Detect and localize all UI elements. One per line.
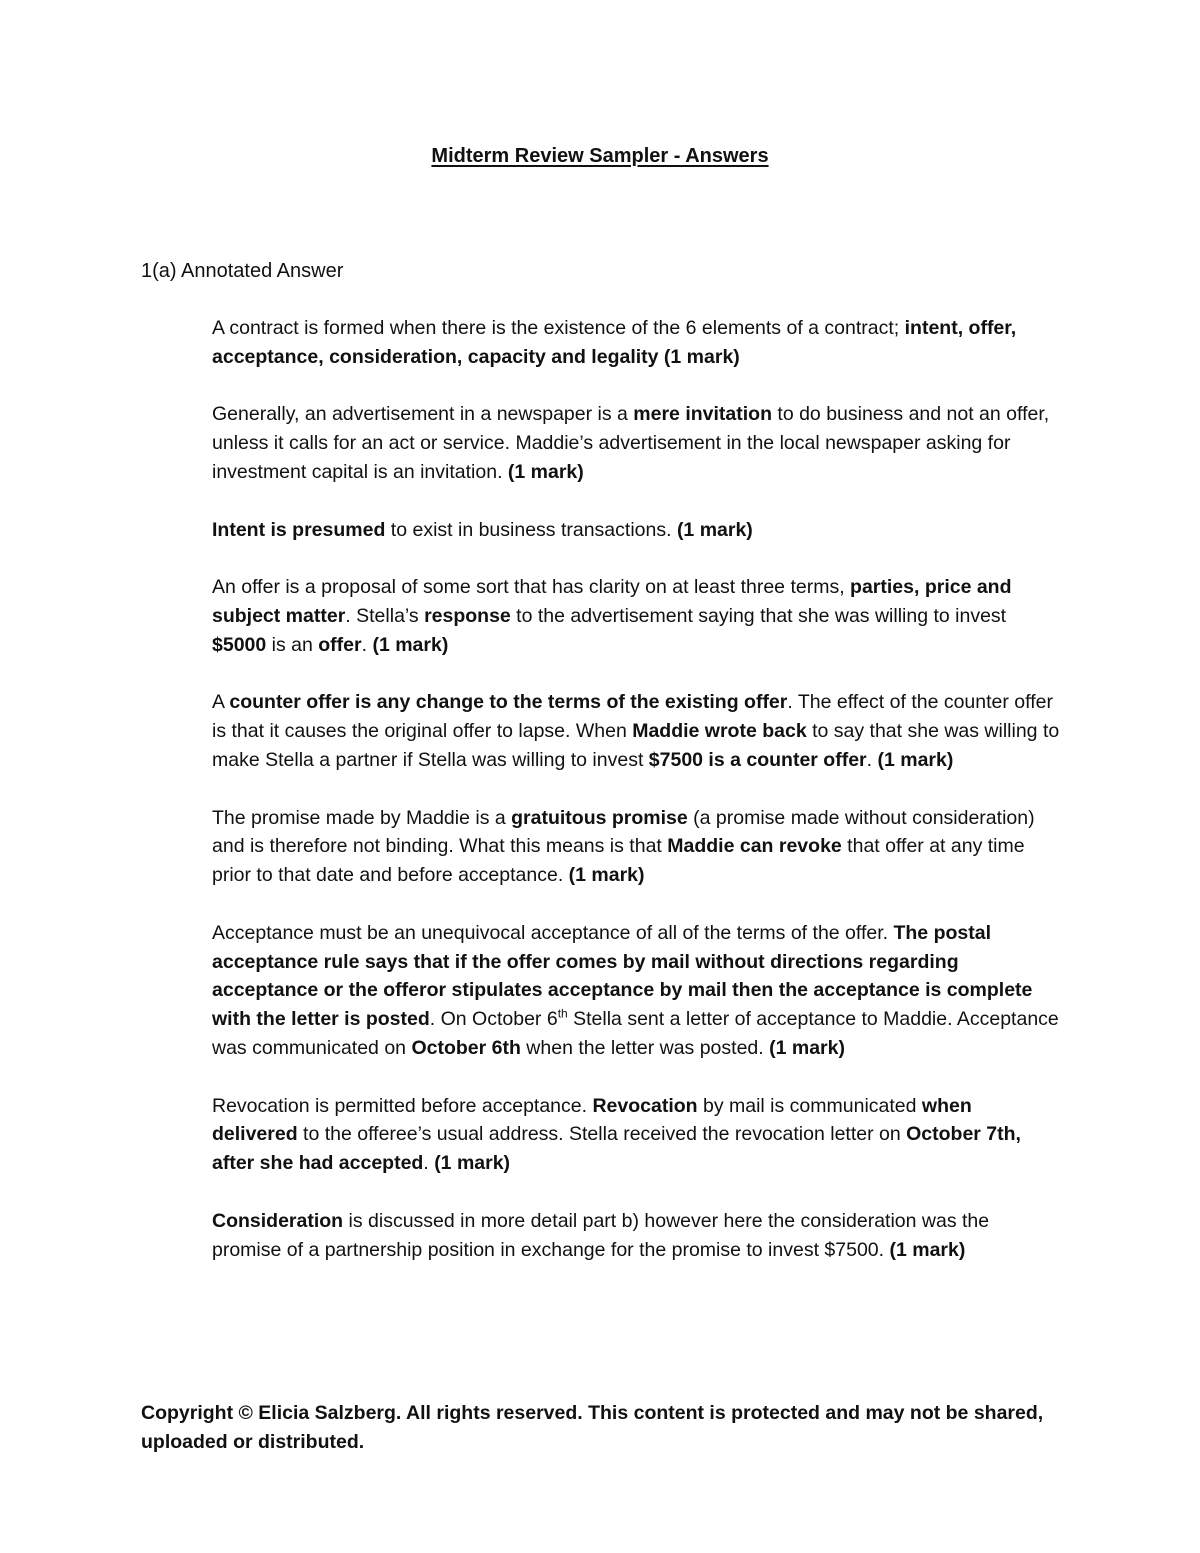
bold-text-run: (1 mark) [434, 1152, 511, 1175]
answer-paragraph [212, 573, 1062, 659]
bold-text-run: mere invitation [633, 403, 772, 426]
answer-paragraph [212, 1092, 1062, 1178]
bold-text-run: response [424, 604, 511, 627]
bold-text-run: October 6th [411, 1036, 521, 1059]
answer-paragraph [212, 1207, 1062, 1265]
bold-text-run: parties, price and subject matter [212, 576, 1012, 627]
text-run: to exist in business transactions. [385, 518, 677, 541]
answer-body [212, 314, 1062, 1293]
answer-paragraph [212, 516, 1062, 545]
text-run: . [361, 633, 373, 656]
text-run: to say that she was willing to make Stella a partner if Stella was willing to invest [212, 720, 1060, 771]
answer-paragraph [212, 688, 1062, 774]
answer-paragraph [212, 919, 1062, 1063]
bold-text-run: when delivered [212, 1094, 972, 1146]
bold-text-run: Consideration [212, 1209, 344, 1232]
text-run: Acceptance must be an unequivocal acceptance of all of the terms of the offer. [212, 921, 894, 944]
text-run: A [212, 691, 230, 714]
bold-text-run: Revocation [592, 1094, 698, 1117]
section-heading: 1(a) Annotated Answer [141, 260, 344, 282]
text-run: An offer is a proposal of some sort that has clarity on at least three terms, [212, 576, 851, 599]
text-run: (a promise made without consideration) and is therefore not binding. What this means is that [212, 806, 1035, 858]
bold-text-run: offer [318, 633, 362, 656]
bold-text-run: (1 mark) [372, 633, 449, 656]
document-title: Midterm Review Sampler - Answers [431, 145, 769, 167]
bold-text-run: counter offer is any change to the terms of the existing offer [229, 691, 788, 714]
answer-paragraph [212, 400, 1062, 486]
text-run: A contract is formed when there is the existence of the 6 elements of a contract; [212, 317, 905, 339]
text-run: that offer at any time prior to that date and before acceptance. [212, 835, 1025, 887]
text-run: Revocation is permitted before acceptance. [212, 1094, 593, 1117]
text-run: is an [266, 633, 319, 656]
text-run: The promise made by Maddie is a [212, 806, 512, 829]
bold-text-run: (1 mark) [877, 748, 954, 771]
bold-text-run: (1 mark) [889, 1238, 966, 1261]
text-run: Stella sent a letter of acceptance to Maddie. Acceptance was communicated on [212, 1008, 1059, 1059]
text-run: to the offeree’s usual address. Stella received the revocation letter on [297, 1123, 907, 1146]
text-run: is discussed in more detail part b) however here the consideration was the promise of a partnership position in exchange for the promise to invest $7500. [212, 1209, 990, 1261]
bold-text-run: (1 mark) [676, 518, 753, 541]
text-run: when the letter was posted. [520, 1036, 770, 1059]
text-run: . On October 6 [429, 1008, 558, 1031]
bold-text-run: The postal acceptance rule says that if the offer comes by mail without directions regarding acceptance or the offeror stipulates acceptance by mail then the acceptance is complete with the letter is posted [212, 921, 1033, 1031]
text-run: . Stella’s [345, 604, 425, 627]
text-run: to do business and not an offer, unless it calls for an act or service. Maddie’s advertisement in the local newspaper asking for investment capital is an invitation. [212, 403, 1050, 483]
answer-paragraph [212, 314, 1062, 372]
bold-text-run: Maddie wrote back [632, 720, 807, 743]
copyright-notice: Copyright © Elicia Salzberg. All rights reserved. This content is protected and may not be shared, uploaded or distributed. [141, 1402, 1044, 1453]
bold-text-run: (1 mark) [769, 1036, 845, 1059]
text-run: . The effect of the counter offer is that it causes the original offer to lapse. When [212, 691, 1053, 743]
bold-text-run: $5000 [212, 633, 267, 656]
bold-text-run: gratuitous promise [511, 806, 688, 829]
text-run: . [866, 748, 878, 771]
bold-text-run: October 7th, after she had accepted [212, 1123, 1021, 1175]
text-run: th [557, 1006, 568, 1021]
bold-text-run: $7500 is a counter offer [648, 748, 867, 771]
answer-paragraph [212, 804, 1062, 890]
text-run: . [423, 1152, 435, 1175]
bold-text-run: intent, offer, acceptance, consideration, capacity and legality (1 mark) [212, 317, 1017, 368]
text-run: to the advertisement saying that she was willing to invest [510, 604, 1007, 627]
text-run: Generally, an advertisement in a newspaper is a [212, 403, 634, 426]
bold-text-run: (1 mark) [568, 864, 645, 887]
bold-text-run: Intent is presumed [212, 518, 386, 541]
bold-text-run: (1 mark) [507, 460, 584, 483]
text-run: by mail is communicated [697, 1094, 922, 1117]
bold-text-run: Maddie can revoke [667, 835, 842, 858]
